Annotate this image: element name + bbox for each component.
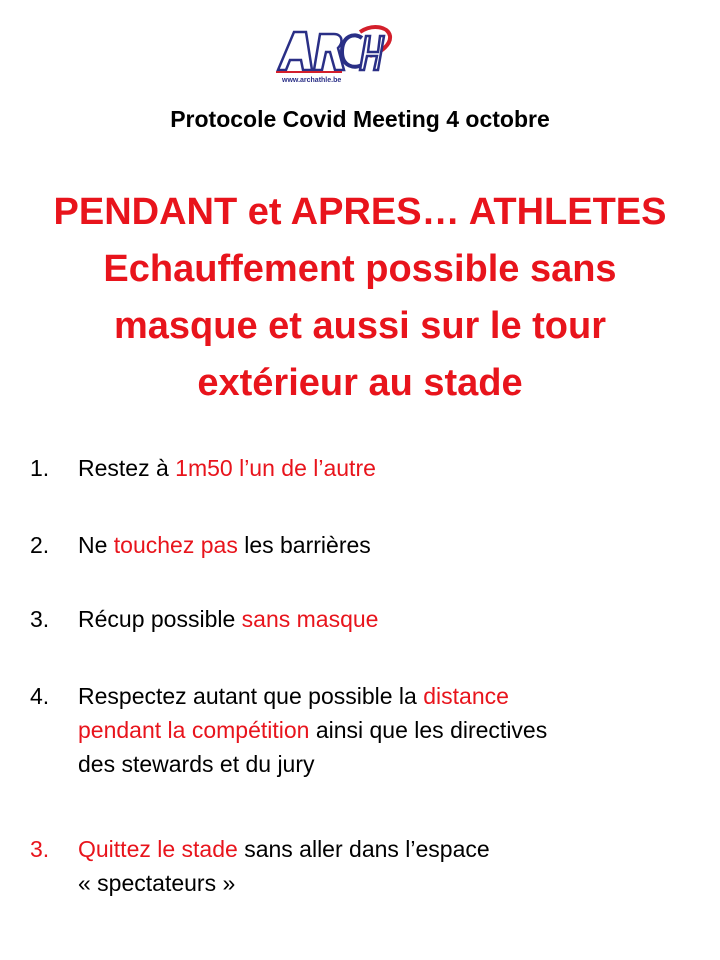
- item-highlight: pendant la compétition: [78, 717, 310, 743]
- item-number: 3.: [30, 606, 50, 632]
- item-highlight: Quittez le stade: [78, 836, 238, 862]
- logo-graphic: [272, 22, 394, 88]
- item-number: 4.: [30, 683, 50, 709]
- item-number: 1.: [30, 455, 50, 481]
- headline-line-3: masque et aussi sur le tour: [113, 305, 607, 347]
- logo-url: www.archathle.be: [282, 77, 342, 84]
- item-text: Respectez autant que possible la: [78, 683, 424, 709]
- item-text: ainsi que les directives: [309, 717, 548, 743]
- item-text: les barrières: [237, 532, 371, 558]
- item-number: 3.: [30, 836, 50, 862]
- headline-line-1: PENDANT et APRES… ATHLETES: [53, 191, 667, 233]
- item-highlight: sans masque: [241, 606, 379, 632]
- document-title: Protocole Covid Meeting 4 octobre: [170, 106, 550, 132]
- item-text: Ne: [78, 532, 114, 558]
- item-highlight: 1m50 l’un de l’autre: [175, 455, 376, 481]
- item-text: « spectateurs »: [78, 870, 236, 896]
- item-number: 2.: [30, 532, 50, 558]
- item-text: sans aller dans l’espace: [237, 836, 490, 862]
- arch-logo: [272, 22, 394, 88]
- headline-line-4: extérieur au stade: [197, 362, 523, 404]
- headline-line-2: Echauffement possible sans: [103, 248, 617, 290]
- item-highlight: touchez pas: [113, 532, 238, 558]
- item-text: des stewards et du jury: [78, 751, 315, 777]
- item-highlight: distance: [423, 683, 509, 709]
- item-text: Récup possible: [78, 606, 242, 632]
- headline: [0, 184, 720, 412]
- item-text: Restez à: [78, 455, 176, 481]
